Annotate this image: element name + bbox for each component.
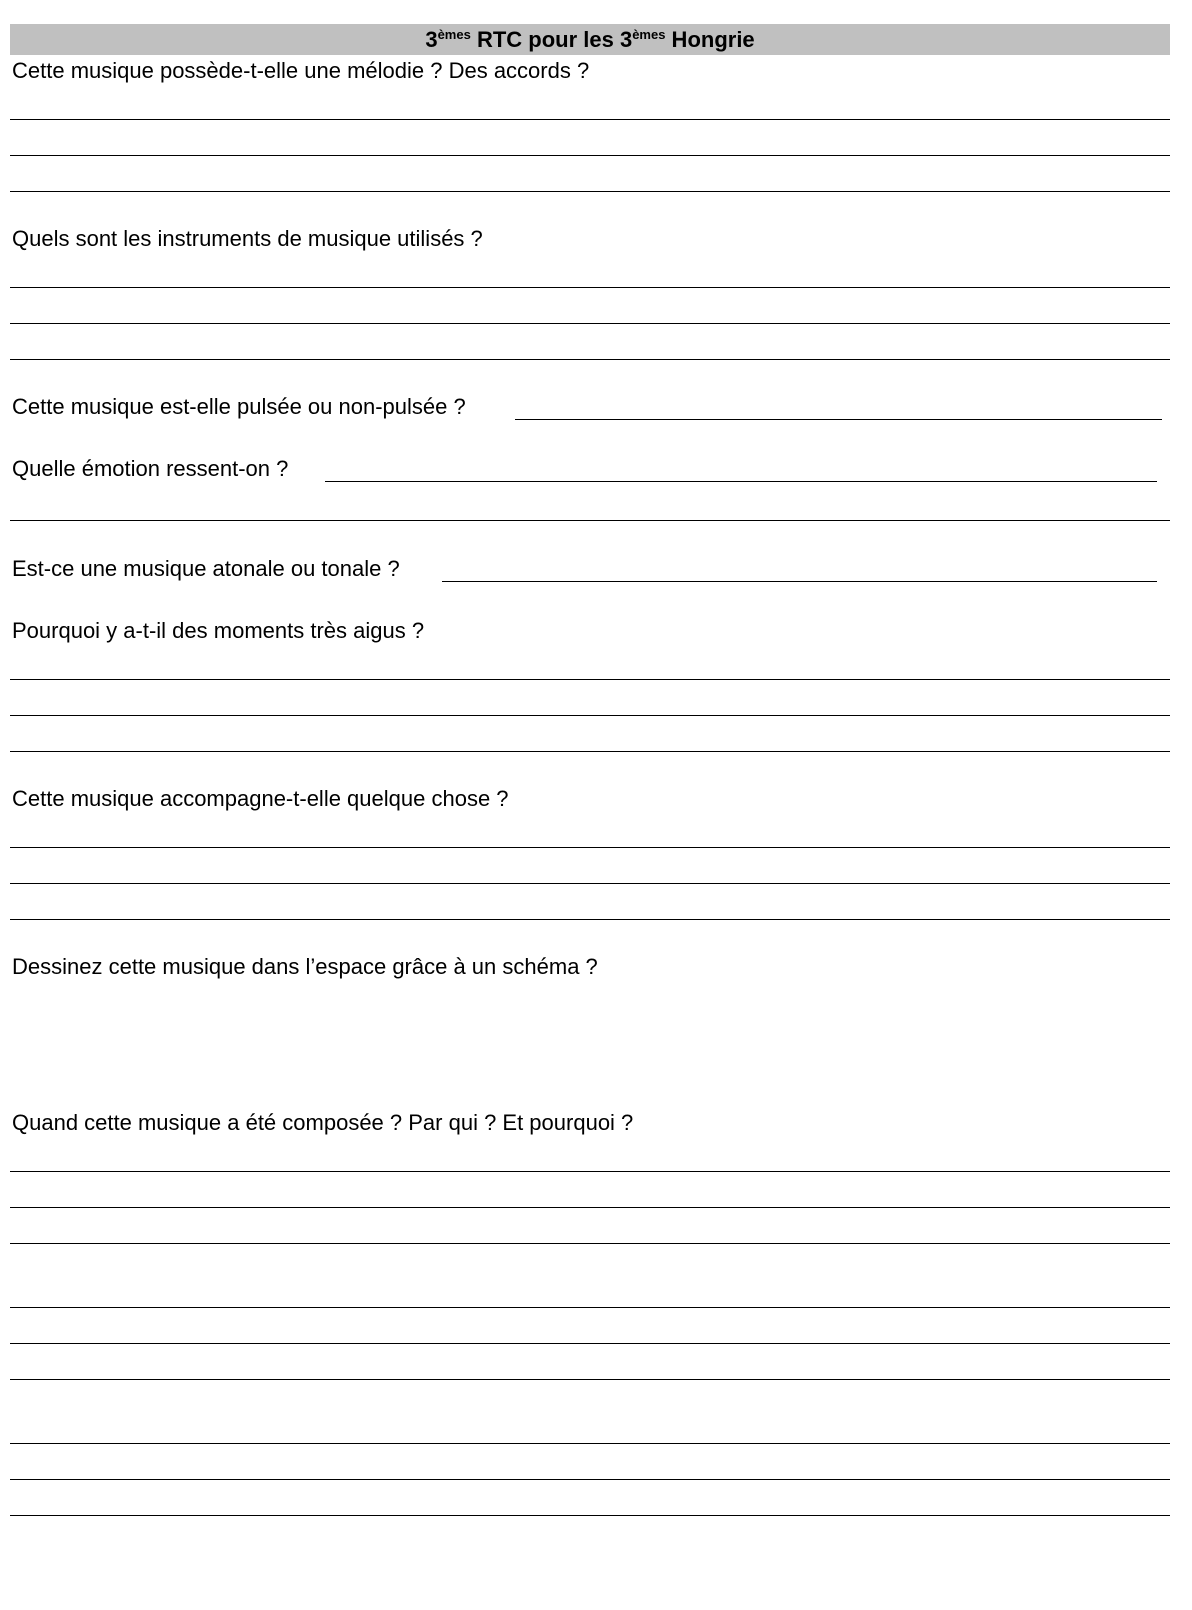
question-tonality: Est-ce une musique atonale ou tonale ? [12, 556, 400, 581]
question-draw-diagram: Dessinez cette musique dans l’espace grâce à un schéma ? [12, 954, 598, 979]
question-pulse: Cette musique est-elle pulsée ou non-pulsée ? [12, 394, 466, 419]
answer-line[interactable] [10, 715, 1170, 716]
answer-line[interactable] [10, 883, 1170, 884]
answer-line[interactable] [10, 287, 1170, 288]
answer-line[interactable] [10, 1207, 1170, 1208]
answer-line[interactable] [10, 1379, 1170, 1380]
answer-line[interactable] [10, 520, 1170, 521]
title-sup1: èmes [437, 27, 471, 42]
answer-line[interactable] [325, 481, 1157, 482]
title-end: Hongrie [665, 27, 755, 52]
answer-line[interactable] [10, 1307, 1170, 1308]
answer-line[interactable] [10, 1515, 1170, 1516]
answer-line[interactable] [10, 191, 1170, 192]
answer-line[interactable] [10, 119, 1170, 120]
title-sup2: èmes [632, 27, 666, 42]
answer-line[interactable] [10, 323, 1170, 324]
worksheet-title [10, 24, 1170, 55]
title-num1: 3 [425, 27, 438, 52]
answer-line[interactable] [10, 1243, 1170, 1244]
question-high-moments: Pourquoi y a-t-il des moments très aigus ? [12, 618, 425, 643]
answer-line[interactable] [10, 155, 1170, 156]
answer-line[interactable] [515, 419, 1162, 420]
question-melody: Cette musique possède-t-elle une mélodie ? Des accords ? [12, 58, 590, 83]
answer-line[interactable] [10, 847, 1170, 848]
answer-line[interactable] [10, 1171, 1170, 1172]
answer-line[interactable] [10, 679, 1170, 680]
question-instruments: Quels sont les instruments de musique utilisés ? [12, 226, 483, 251]
question-accompany: Cette musique accompagne-t-elle quelque chose ? [12, 786, 509, 811]
answer-line[interactable] [10, 1343, 1170, 1344]
answer-line[interactable] [10, 1479, 1170, 1480]
title-mid: RTC pour les 3 [470, 27, 633, 52]
question-composed: Quand cette musique a été composée ? Par qui ? Et pourquoi ? [12, 1110, 634, 1135]
answer-line[interactable] [10, 919, 1170, 920]
answer-line[interactable] [10, 1443, 1170, 1444]
answer-line[interactable] [10, 751, 1170, 752]
answer-line[interactable] [10, 359, 1170, 360]
answer-line[interactable] [442, 581, 1157, 582]
question-emotion: Quelle émotion ressent-on ? [12, 456, 289, 481]
